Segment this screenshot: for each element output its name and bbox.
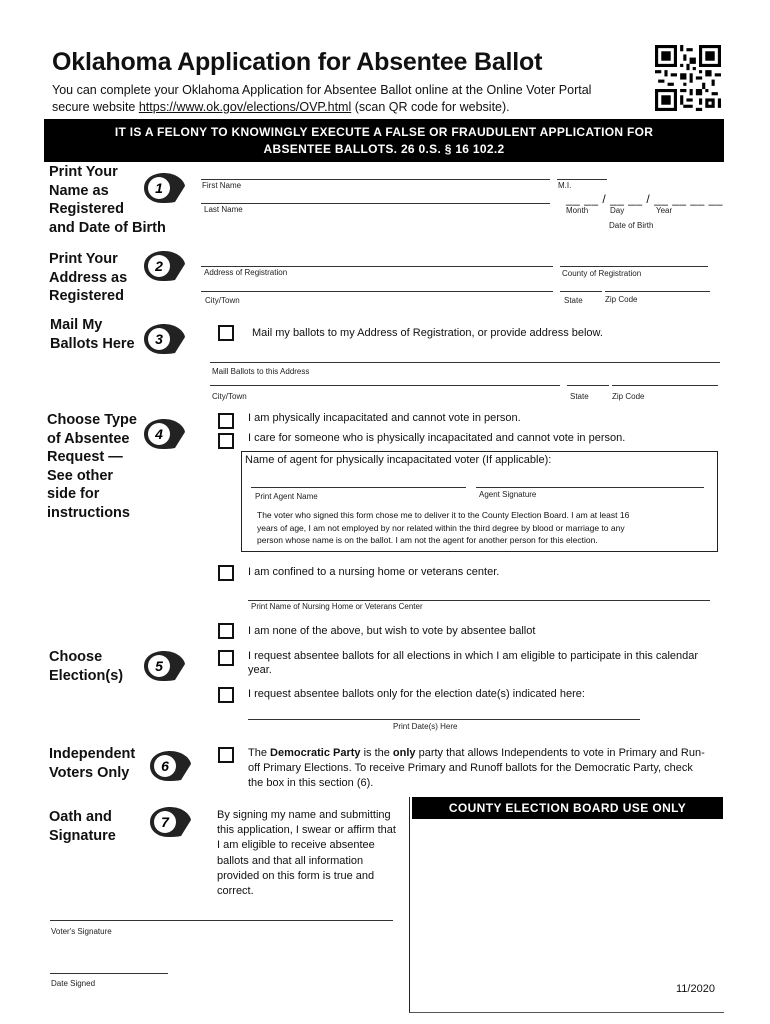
label-line: Registered (49, 201, 124, 217)
agent-statement-line: The voter who signed this form chose me to deliver it to the County Election Board. I am at least 16 (257, 510, 630, 520)
county-use-box (409, 797, 724, 1013)
agent-name-caption: Print Agent Name (255, 492, 318, 501)
none-of-above-text: I am none of the above, but wish to vote by absentee ballot (248, 625, 536, 637)
mail-city-caption: City/Town (212, 392, 247, 401)
agent-signature-caption: Agent Signature (479, 490, 537, 499)
dob-caption: Date of Birth (609, 221, 654, 230)
label-line: Voters Only (49, 764, 130, 781)
date-signed-line[interactable] (50, 973, 168, 974)
agent-statement-line: person whose name is on the ballot. I am not the agent for another person for this election. (257, 535, 598, 545)
all-elections-text (248, 649, 698, 677)
caregiver-checkbox[interactable] (218, 433, 234, 449)
intro-line-2 (52, 99, 642, 116)
label-line: Signature (49, 827, 116, 844)
all-elections-line: I request absentee ballots for all elections in which I am eligible to participate in this calendar (248, 650, 699, 662)
voter-signature-line[interactable] (50, 920, 393, 921)
mail-state-line[interactable] (567, 385, 609, 386)
badge-number: 1 (155, 180, 163, 196)
county-caption: County of Registration (562, 269, 642, 278)
section-4-label (47, 411, 137, 522)
zip-caption: Zip Code (605, 295, 638, 304)
text-segment: is the (360, 747, 393, 759)
agent-name-label: Name of agent for physically incapacitated voter (If applicable): (245, 454, 552, 466)
dob-input[interactable]: __ __ / __ __ / __ __ __ __ (566, 192, 723, 206)
form-revision-date: 11/2020 (676, 983, 715, 995)
badge-number: 3 (155, 331, 163, 347)
independent-line-3: the box in this section (6). (248, 777, 374, 789)
label-line: Request — (47, 449, 123, 465)
section-7-badge (148, 806, 192, 838)
specific-dates-text: I request absentee ballots only for the election date(s) indicated here: (248, 688, 585, 700)
incapacitated-text: I am physically incapacitated and cannot vote in person. (248, 412, 521, 424)
mi-caption: M.I. (558, 181, 572, 190)
oath-line: correct. (217, 885, 254, 898)
agent-statement-line: years of age, I am not employed by nor related within the third degree by blood or marriage to any (257, 522, 625, 533)
label-line: Choose Type (47, 412, 137, 428)
address-caption: Address of Registration (204, 268, 288, 277)
section-7-label (49, 808, 116, 845)
all-elections-line: year. (248, 664, 272, 676)
voter-signature-caption: Voter's Signature (51, 927, 112, 936)
label-line: of Absentee (47, 430, 130, 447)
label-line: Choose (49, 649, 103, 665)
only-emphasis: only (392, 747, 416, 759)
oath-line: this application, I swear or affirm that (217, 824, 396, 837)
section-6-label (49, 745, 135, 782)
first-name-line[interactable] (201, 179, 550, 180)
zip-line[interactable] (605, 291, 710, 292)
election-dates-line[interactable] (248, 719, 640, 720)
label-line: and Date of Birth (49, 219, 166, 236)
date-signed-caption: Date Signed (51, 979, 96, 988)
oath-text (217, 808, 407, 899)
mail-city-line[interactable] (210, 385, 560, 386)
city-caption: City/Town (205, 296, 240, 305)
independent-line-1 (248, 746, 705, 761)
section-2-badge (142, 250, 186, 282)
all-elections-checkbox[interactable] (218, 650, 234, 666)
year-caption: Year (656, 206, 673, 215)
ovp-link[interactable]: https://www.ok.gov/elections/OVP.html (138, 100, 352, 114)
day-caption: Day (610, 206, 625, 215)
oath-line: By signing my name and submitting (217, 809, 391, 821)
section-1-badge (142, 172, 186, 204)
county-line[interactable] (560, 266, 708, 267)
mail-zip-caption: Zip Code (612, 392, 645, 401)
county-use-header: COUNTY ELECTION BOARD USE ONLY (412, 797, 723, 819)
caregiver-text: I care for someone who is physically incapacitated and cannot vote in person. (248, 432, 626, 444)
felony-warning-banner (44, 119, 724, 162)
oath-line: ballots and that all information (217, 854, 364, 867)
intro-prefix: secure website (52, 100, 139, 114)
oath-line: I am eligible to receive absentee (217, 839, 375, 852)
label-line: Registered (49, 288, 124, 304)
mail-state-caption: State (570, 392, 589, 401)
section-3-label (50, 316, 135, 353)
banner-line-2: ABSENTEE BALLOTS. 26 0.S. § 16 102.2 (263, 142, 505, 156)
mail-zip-line[interactable] (612, 385, 718, 386)
nursing-home-checkbox[interactable] (218, 565, 234, 581)
nursing-home-line[interactable] (248, 600, 710, 601)
label-line: Print Your (49, 251, 118, 267)
mail-address-caption: Maill Ballots to this Address (212, 367, 310, 376)
intro-line-1: You can complete your Oklahoma Application for Absentee Ballot online at the Online Voter Portal (52, 83, 592, 97)
label-line: Election(s) (49, 667, 124, 684)
text-segment: The (248, 747, 271, 759)
mail-address-line[interactable] (210, 362, 720, 363)
badge-number: 2 (155, 258, 163, 274)
agent-statement (257, 509, 629, 547)
form-title: Oklahoma Application for Absentee Ballot (52, 48, 543, 76)
nursing-home-caption: Print Name of Nursing Home or Veterans Center (251, 602, 423, 611)
section-6-badge (148, 750, 192, 782)
last-name-line[interactable] (201, 203, 550, 204)
election-dates-caption: Print Date(s) Here (393, 722, 458, 731)
text-segment: party that allows Independents to vote in Primary and Run- (415, 747, 705, 759)
independent-text (248, 746, 705, 791)
incapacitated-checkbox[interactable] (218, 413, 234, 429)
first-name-caption: First Name (202, 181, 242, 190)
intro-suffix: (scan QR code for website). (351, 100, 510, 114)
oath-line: provided on this form is true and (217, 869, 375, 882)
last-name-caption: Last Name (204, 205, 243, 214)
state-caption: State (564, 296, 583, 305)
agent-box (241, 451, 718, 552)
agent-name-line[interactable] (251, 487, 466, 488)
agent-signature-line[interactable] (476, 487, 704, 488)
section-5-label (49, 648, 123, 685)
label-line: See other (47, 467, 114, 484)
label-line: Oath and (49, 809, 112, 825)
banner-line-1: IT IS A FELONY TO KNOWINGLY EXECUTE A FALSE OR FRAUDULENT APPLICATION FOR (114, 125, 654, 139)
intro-text (52, 82, 642, 116)
independent-line-2: off Primary Elections. To receive Primary and Runoff ballots for the Democratic Party, check (248, 762, 693, 774)
badge-number: 7 (161, 814, 169, 830)
label-line: Mail My (50, 317, 103, 333)
section-2-label (49, 250, 127, 306)
section-3-badge (142, 323, 186, 355)
nursing-home-text: I am confined to a nursing home or veterans center. (248, 566, 500, 578)
month-caption: Month (566, 206, 589, 215)
label-line: Name as (49, 182, 109, 199)
mail-to-registration-checkbox[interactable] (218, 325, 234, 341)
democratic-party-emphasis: Democratic Party (270, 747, 361, 759)
badge-number: 4 (155, 426, 163, 442)
badge-number: 5 (155, 658, 163, 674)
mail-option-text: Mail my ballots to my Address of Registration, or provide address below. (252, 327, 603, 339)
specific-dates-checkbox[interactable] (218, 687, 234, 703)
section-4-badge (142, 418, 186, 450)
address-line[interactable] (201, 266, 553, 267)
qr-code-icon (655, 45, 721, 111)
label-line: Print Your (49, 164, 118, 180)
label-line: Ballots Here (50, 335, 135, 352)
label-line: side for (47, 486, 100, 502)
label-line: instructions (47, 504, 130, 521)
none-of-above-checkbox[interactable] (218, 623, 234, 639)
badge-number: 6 (161, 758, 169, 774)
mi-line[interactable] (557, 179, 607, 180)
city-line[interactable] (201, 291, 553, 292)
label-line: Independent (49, 746, 136, 762)
label-line: Address as (49, 269, 128, 286)
democratic-party-checkbox[interactable] (218, 747, 234, 763)
state-line[interactable] (560, 291, 602, 292)
section-5-badge (142, 650, 186, 682)
